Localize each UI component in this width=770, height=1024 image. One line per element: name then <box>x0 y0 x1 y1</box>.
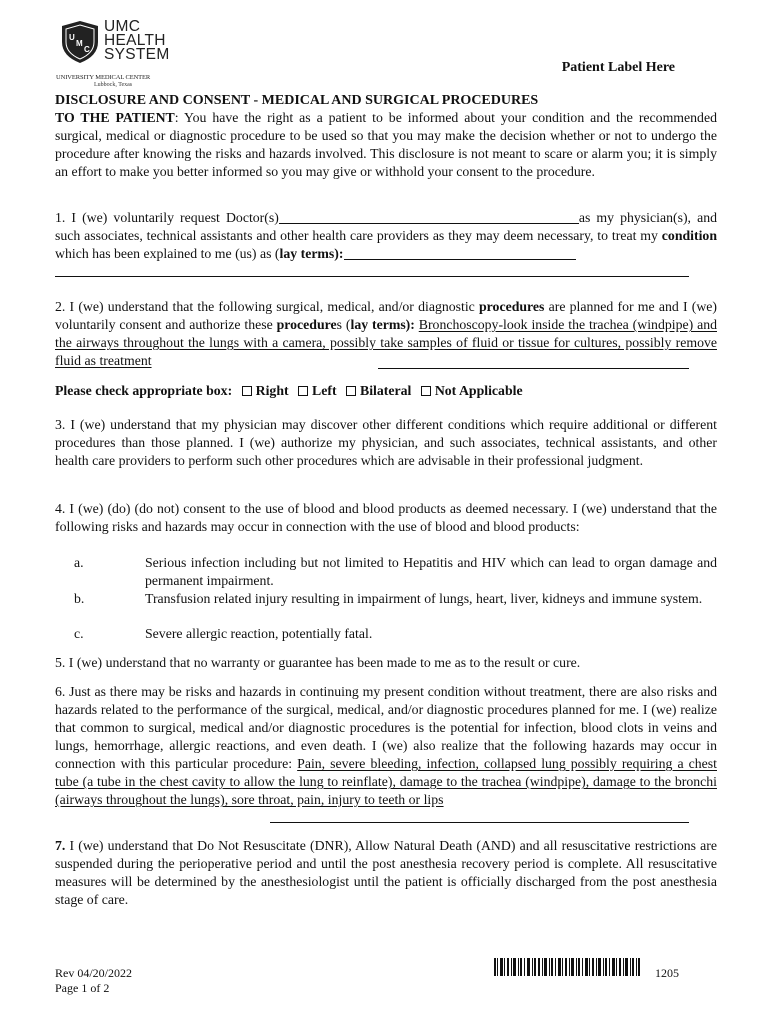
item-7-number: 7. <box>55 838 66 853</box>
condition-continuation-line[interactable] <box>55 276 689 277</box>
revision-date: Rev 04/20/2022 <box>55 966 132 980</box>
checkbox-bilateral[interactable] <box>346 386 356 396</box>
risk-a-letter: a. <box>74 555 84 570</box>
checkbox-left-label: Left <box>312 383 337 398</box>
item-2-procedures: procedures <box>479 299 545 314</box>
form-number: 1205 <box>655 966 679 980</box>
item-2-procedure: procedure <box>276 317 337 332</box>
procedure-description: Bronchoscopy-look inside the trachea (windpipe) and the airways throughout the lungs with a camera, possibly take samples of fluid or tissue for cultures, possibly remove fluid as treatment <box>55 317 717 368</box>
risk-c-text: Severe allergic reaction, potentially fatal. <box>145 626 373 641</box>
risk-b-text: Transfusion related injury resulting in impairment of lungs, heart, liver, kidneys and immune system. <box>145 591 703 606</box>
item-7-text: I (we) understand that Do Not Resuscitate (DNR), Allow Natural Death (AND) and all resuscitative restrictions are suspended during the perioperative period and until the post anesthesia recovery period is complete. All resuscitative measures will be determined by the anesthesiologist until the patient is officially discharged from the post anesthesia stage of care. <box>55 838 717 907</box>
item-2-paragraph <box>55 298 717 370</box>
risk-a-text: Serious infection including but not limited to Hepatitis and HIV which can lead to organ damage and permanent impairment. <box>145 555 717 588</box>
item-1-text-b: as my physician(s), and such associates, technical assistants and other health care providers as they may deem necessary, to treat my <box>55 210 717 243</box>
risk-b-letter: b. <box>74 591 85 606</box>
checkbox-bilateral-label: Bilateral <box>360 383 412 398</box>
barcode-icon <box>494 958 640 976</box>
item-2-text-a: 2. I (we) understand that the following surgical, medical, and/or diagnostic <box>55 299 479 314</box>
item-6-text: 6. Just as there may be risks and hazards in continuing my present condition without treatment, there are also risks and hazards related to the performance of the surgical, medical, and/or diagnostic procedures planned for me. I (we) realize that common to surgical, medical and/or diagnostic procedures is the potential for infection, blood clots in veins and lungs, hemorrhage, allergic reactions, and even death. I (we) also realize that the following hazards may occur in connection with this particular procedure: <box>55 684 717 771</box>
item-6-paragraph <box>55 683 717 809</box>
checkbox-not-applicable[interactable] <box>421 386 431 396</box>
condition-lay-terms-field[interactable] <box>344 246 576 260</box>
item-2-lay-terms: lay terms): <box>350 317 415 332</box>
logo-line-1: UMC <box>104 18 141 35</box>
umc-seal-icon <box>60 20 100 64</box>
checkbox-prompt: Please check appropriate box: <box>55 383 233 398</box>
checkbox-left[interactable] <box>298 386 308 396</box>
item-4-paragraph: 4. I (we) (do) (do not) consent to the use of blood and blood products as deemed necessary. I (we) understand that the following risks and hazards may occur in connection with the use of blood and blood products: <box>55 501 717 534</box>
checkbox-not-applicable-label: Not Applicable <box>434 383 523 398</box>
item-2-text-e: s ( <box>336 317 351 332</box>
footer-revision <box>55 966 132 996</box>
svg-text:C: C <box>84 45 90 54</box>
procedure-line-tail <box>378 368 689 369</box>
item-7-paragraph <box>55 837 717 909</box>
svg-text:U: U <box>69 33 75 42</box>
item-5-paragraph: 5. I (we) understand that no warranty or guarantee has been made to me as to the result or cure. <box>55 655 581 670</box>
umc-logo <box>56 18 196 92</box>
form-title: DISCLOSURE AND CONSENT - MEDICAL AND SURGICAL PROCEDURES <box>55 93 539 108</box>
item-3-paragraph: 3. I (we) understand that my physician may discover other different conditions which require additional or different procedures than those planned. I (we) authorize my physician, and such associates, technical assistants, and other health care providers to perform such other procedures which are advisable in their professional judgment. <box>55 417 717 468</box>
hazards-line-tail <box>270 822 689 823</box>
svg-text:M: M <box>76 39 83 48</box>
procedure-hazards: Pain, severe bleeding, infection, collapsed lung possibly requiring a chest tube (a tube in the chest cavity to allow the lung to reinflate), damage to the trachea (windpipe), damage to the bronchi (airways throughout the lungs), sore throat, pain, injury to teeth or lips <box>55 756 717 807</box>
item-1-condition: condition <box>661 228 717 243</box>
item-1-text-a: 1. I (we) voluntarily request Doctor(s) <box>55 210 279 225</box>
logo-wordmark <box>104 20 170 62</box>
page-number: Page 1 of 2 <box>55 981 110 995</box>
logo-line-3: SYSTEM <box>104 46 170 63</box>
item-1-lay-terms: lay terms): <box>279 246 344 261</box>
intro-paragraph <box>55 109 717 181</box>
checkbox-right-label: Right <box>255 383 289 398</box>
intro-lead: TO THE PATIENT <box>55 110 175 125</box>
risk-c-letter: c. <box>74 626 84 641</box>
item-1-paragraph <box>55 209 717 263</box>
patient-label-area: Patient Label Here <box>561 60 675 75</box>
item-1-text-d: which has been explained to me (us) as ( <box>55 246 280 261</box>
item-2-text-c: are planned for me and I (we) voluntarily consent and authorize these <box>55 299 718 332</box>
intro-text: : You have the right as a patient to be informed about your condition and the recommended surgical, medical or diagnostic procedure to be used so that you may make the decision whether or not to undergo the procedure after knowing the risks and hazards involved. This disclosure is not meant to scare or alarm you; it is simply an effort to make you better informed so you may give or withhold your consent to the procedure. <box>55 110 717 179</box>
checkbox-right[interactable] <box>242 386 252 396</box>
logo-location: Lubbock, Texas <box>94 82 133 88</box>
doctor-name-field[interactable] <box>279 210 579 224</box>
side-checkbox-row <box>55 382 717 400</box>
logo-line-2: HEALTH <box>104 32 166 49</box>
logo-subtitle: UNIVERSITY MEDICAL CENTER <box>56 74 151 81</box>
